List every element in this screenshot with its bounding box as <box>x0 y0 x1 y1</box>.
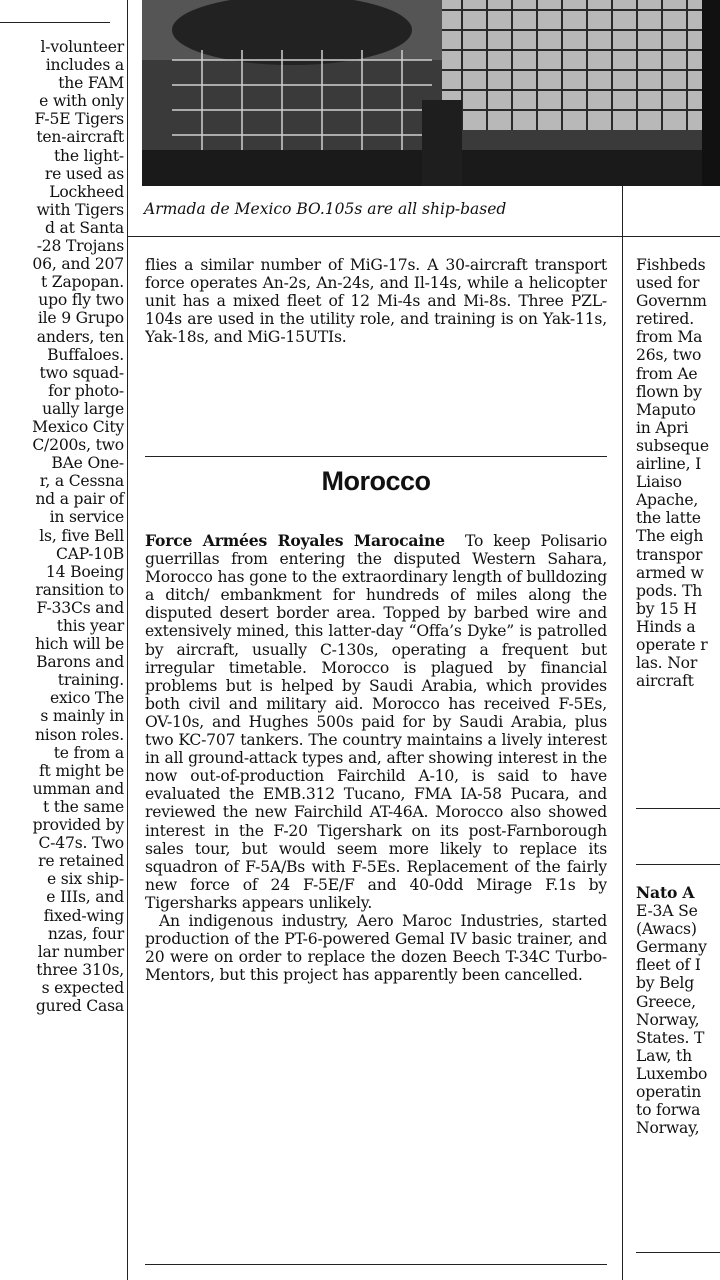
text-line: in service <box>49 508 124 527</box>
text-line: Law, th <box>636 1046 692 1065</box>
section-rule-bottom <box>145 1264 607 1265</box>
intro-paragraph: flies a similar number of MiG-17s. A 30-aircraft transport force operates An-2s, An-24s, and Il-14s, while a helicopter unit has a mixed fleet of 12 Mi-4s and Mi-8s. Three PZL-104s are used in the utility role, and training is on Yak-11s, Yak-18s, and MiG-15UTIs. <box>145 256 607 347</box>
text-line: Norway, <box>636 1119 700 1138</box>
text-line: ls, five Bell <box>39 526 124 545</box>
text-line: retired. <box>636 310 694 329</box>
text-line: Lockheed <box>49 182 124 201</box>
text-line: 26s, two <box>636 346 702 365</box>
text-line: Maputo <box>636 400 696 419</box>
text-line: hich will be <box>35 635 124 654</box>
text-line: includes a <box>45 56 124 75</box>
photo-caption: Armada de Mexico BO.105s are all ship-based <box>144 200 507 218</box>
text-line: Apache, <box>636 491 699 510</box>
text-line: three 310s, <box>36 960 124 979</box>
text-line: Luxembo <box>636 1064 708 1083</box>
text-line: t Zapopan. <box>40 273 124 292</box>
text-line: l-volunteer <box>40 38 124 56</box>
text-line: ile 9 Grupo <box>37 309 124 328</box>
text-line: Barons and <box>36 653 124 672</box>
text-line: Germany <box>636 938 707 957</box>
text-line: fixed-wing <box>43 906 124 925</box>
right-lead: Nato A <box>636 884 695 902</box>
text-line: Hinds a <box>636 617 696 636</box>
text-line: for photo- <box>48 381 124 400</box>
text-line: las. Nor <box>636 654 698 673</box>
text-line: F-5E Tigers <box>34 110 124 129</box>
text-line: this year <box>56 617 124 635</box>
section-rule-top <box>145 456 607 457</box>
text-line: exico The <box>50 689 124 708</box>
text-line: Greece, <box>636 992 696 1011</box>
text-line: the latte <box>636 509 701 528</box>
text-line: States. T <box>636 1028 705 1047</box>
text-line: in Apri <box>636 418 689 437</box>
right-column-text <box>636 256 720 690</box>
text-line: armed w <box>636 563 704 582</box>
text-line: transpor <box>636 545 703 564</box>
text-line: (Awacs) <box>636 920 697 939</box>
text-line: lar number <box>37 942 124 961</box>
text-line: s mainly in <box>40 707 124 726</box>
text-line: the light- <box>53 146 124 165</box>
text-line: re used as <box>44 164 124 183</box>
text-line: E-3A Se <box>636 902 698 921</box>
column-rule-left <box>127 0 128 1280</box>
text-line: fleet of I <box>636 956 701 975</box>
text-line: flown by <box>636 382 702 401</box>
text-line: Buffaloes. <box>47 345 124 364</box>
right-rule-3 <box>636 1252 720 1253</box>
text-line: ually large <box>42 399 124 418</box>
right-rule-1 <box>636 808 720 809</box>
text-line: subseque <box>636 436 709 455</box>
text-line: e IIIs, and <box>46 888 124 907</box>
text-line: provided by <box>32 816 124 835</box>
left-column-text <box>32 38 124 1015</box>
text-line: two squad- <box>39 363 124 382</box>
text-line: t the same <box>42 797 124 816</box>
right-column-lower-text <box>636 902 720 1137</box>
text-line: e with only <box>39 92 124 111</box>
text-line: anders, ten <box>36 327 124 346</box>
text-line: C/200s, two <box>32 436 124 455</box>
text-line: re retained <box>38 852 124 871</box>
section-body: To keep Polisario guerrillas from entering the disputed Western Sahara, Morocco has gone to the extraordinary length of bulldozing a ditch/ embankment for hundreds of miles along the disputed desert border area. Topped by barbed wire and extensively mined, this latter-day “Offa’s Dyke” is patrolled by aircraft, usually C-130s, operating a frequent but irregular timetable. Morocco is plagued by financial problems but is helped by Saudi Arabia, which provides both civil and military aid. Morocco has received F-5Es, OV-10s, and Hughes 500s paid for by Saudi Arabia, plus two KC-707 tankers. The country maintains a lively interest in all ground-attack types and, after showing interest in the now out-of-production Fairchild A-10, is said to have evaluated the EMB.312 Tucano, FMA IA-58 Pucara, and reviewed the new Fairchild AT-46A. Morocco also showed interest in the F-20 Tigershark on its post-Farnborough sales tour, but would seem more likely to replace its squadron of F-5A/Bs with F-5Es. Replacement of the fairly new force of 24 F-5E/F and 40-0dd Mirage F.1s by Tigersharks appears unlikely. <box>145 532 607 912</box>
helicopter-photo <box>142 0 720 186</box>
text-line: ransition to <box>35 580 124 599</box>
text-line: aircraft <box>636 672 694 691</box>
text-line: upo fly two <box>38 291 124 310</box>
right-column-lower <box>636 884 720 1214</box>
text-line: C-47s. Two <box>38 834 124 853</box>
text-line: airline, I <box>636 455 702 474</box>
text-line: -28 Trojans <box>36 237 124 256</box>
text-line: from Ae <box>636 364 698 383</box>
text-line: ft might be <box>38 761 124 780</box>
text-line: used for <box>636 274 700 293</box>
text-line: nzas, four <box>47 924 124 943</box>
text-line: 06, and 207 <box>32 255 124 274</box>
text-line: Governm <box>636 292 707 311</box>
text-line: with Tigers <box>36 200 124 219</box>
text-line: Norway, <box>636 1010 700 1029</box>
text-line: Liaiso <box>636 473 682 492</box>
text-line: to forwa <box>636 1101 701 1120</box>
text-line: d at Santa <box>44 218 124 237</box>
section-paragraph <box>145 532 607 912</box>
text-line: Mexico City <box>32 417 124 436</box>
text-line: by 15 H <box>636 599 697 618</box>
text-line: The eigh <box>636 527 704 546</box>
morocco-section <box>145 532 607 1252</box>
text-line: CAP-10B <box>55 544 124 563</box>
section-heading: Morocco <box>321 466 431 496</box>
section-paragraph-2: An indigenous industry, Aero Maroc Industries, started production of the PT-6-powered Gemal IV basic trainer, and 20 were on order to replace the dozen Beech T-34C Turbo-Mentors, but this project has apparently been cancelled. <box>145 911 607 985</box>
text-line: training. <box>57 671 124 690</box>
right-rule-2 <box>636 864 720 865</box>
text-line: umman and <box>32 779 124 798</box>
text-line: te from a <box>53 743 124 762</box>
caption-rule <box>128 236 720 237</box>
text-line: F-33Cs and <box>36 598 124 617</box>
section-lead: Force Armées Royales Marocaine <box>145 532 445 550</box>
text-line: by Belg <box>636 974 695 993</box>
text-line: Fishbeds <box>636 256 706 274</box>
left-column <box>0 0 126 1280</box>
text-line: e six ship- <box>46 870 124 889</box>
text-line: r, a Cessna <box>39 472 124 491</box>
text-line: pods. Th <box>636 581 703 600</box>
text-line: operate r <box>636 635 708 654</box>
text-line: from Ma <box>636 328 703 347</box>
text-line: BAe One- <box>51 454 124 473</box>
text-line: 14 Boeing <box>45 562 124 581</box>
text-line: the FAM <box>58 74 124 93</box>
text-line: ten-aircraft <box>36 128 124 147</box>
column-rule-right <box>622 0 623 1280</box>
text-line: s expected <box>41 978 124 997</box>
text-line: gured Casa <box>35 996 124 1015</box>
text-line: nison roles. <box>34 725 124 744</box>
text-line: operatin <box>636 1083 702 1102</box>
text-line: nd a pair of <box>35 490 124 509</box>
left-top-rule <box>0 22 110 23</box>
